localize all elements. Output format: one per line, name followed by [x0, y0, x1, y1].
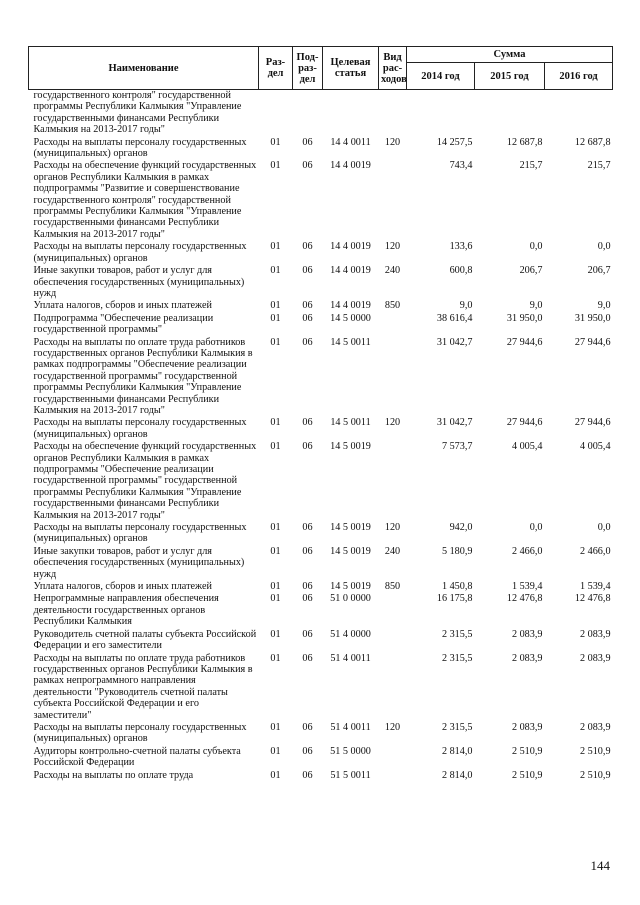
row-name: Расходы на выплаты персоналу государственных (муниципальных) органов: [33, 721, 247, 745]
row-sum-2014: 1 450,8: [441, 581, 473, 593]
table-row: [29, 90, 613, 137]
row-vid-rashodov: 120: [384, 417, 401, 429]
page-number: 144: [590, 858, 610, 873]
row-sum-2015: 1 539,4: [511, 581, 543, 593]
row-sum-2015: 9,0: [529, 300, 543, 312]
row-vid-rashodov: 120: [384, 522, 401, 534]
row-sum-2014: 31 042,7: [436, 336, 473, 348]
row-sum-2016: 0,0: [597, 522, 611, 534]
row-sum-2016: 2 510,9: [579, 769, 611, 781]
row-celevaya-statya: 14 4 0019: [330, 160, 371, 172]
table-row: [29, 546, 613, 581]
row-vid-rashodov: [379, 160, 407, 241]
row-razdel: 01: [270, 300, 281, 312]
row-podrazdel: 06: [302, 265, 313, 277]
header-year-2016: 2016 год: [545, 63, 613, 90]
row-razdel: 01: [270, 545, 281, 557]
row-celevaya-statya: 14 4 0019: [330, 265, 371, 277]
header-celevaya-statya: Целевая статья: [323, 47, 379, 90]
row-sum-2015: [475, 90, 545, 137]
row-sum-2015: 0,0: [529, 522, 543, 534]
row-sum-2015: 4 005,4: [511, 441, 543, 453]
row-celevaya-statya: [323, 90, 379, 137]
row-name: Расходы на выплаты по оплате труда: [33, 769, 194, 781]
row-vid-rashodov: [379, 337, 407, 418]
row-podrazdel: 06: [302, 300, 313, 312]
row-celevaya-statya: 14 5 0011: [330, 417, 371, 429]
row-sum-2016: 2 083,9: [579, 721, 611, 733]
row-name: Расходы на выплаты по оплате труда работников государственных органов Республики Калмыкия в рамках непрограммного направления деятельности "Руководитель счетной палаты субъекта Российской Федерации и его заместители": [33, 652, 253, 721]
row-vid-rashodov: [379, 746, 407, 770]
row-celevaya-statya: 51 0 0000: [330, 593, 371, 605]
row-podrazdel: 06: [302, 652, 313, 664]
row-sum-2015: 2 083,9: [511, 652, 543, 664]
row-sum-2014: [407, 90, 475, 137]
row-name: Аудиторы контрольно-счетной палаты субъекта Российской Федерации: [33, 745, 241, 769]
row-podrazdel: 06: [302, 628, 313, 640]
row-podrazdel: 06: [302, 745, 313, 757]
row-razdel: 01: [270, 581, 281, 593]
row-sum-2016: 206,7: [587, 265, 611, 277]
row-sum-2015: 2 083,9: [511, 628, 543, 640]
row-sum-2014: 38 616,4: [436, 312, 473, 324]
row-podrazdel: 06: [302, 136, 313, 148]
table-row: [29, 160, 613, 241]
table-row: [29, 653, 613, 722]
row-celevaya-statya: 51 5 0011: [330, 769, 371, 781]
budget-table: [28, 46, 613, 782]
row-name: государственного контроля" государственной программы Республики Калмыкия "Управление государственными финансами Республики Калмыкия на 2013-2017 годы": [33, 90, 242, 136]
row-sum-2015: 2 083,9: [511, 721, 543, 733]
row-sum-2015: 12 476,8: [506, 593, 543, 605]
row-vid-rashodov: 120: [384, 721, 401, 733]
header-razdel: Раз- дел: [259, 47, 293, 90]
header-podrazdel: Под- раз- дел: [293, 47, 323, 90]
header-summa: Сумма: [407, 47, 613, 63]
row-podrazdel: 06: [302, 417, 313, 429]
row-podrazdel: 06: [302, 312, 313, 324]
row-razdel: 01: [270, 652, 281, 664]
header-name: Наименование: [29, 47, 259, 90]
row-razdel: 01: [270, 160, 281, 172]
row-name: Расходы на выплаты персоналу государственных (муниципальных) органов: [33, 522, 247, 545]
row-name: Непрограммные направления обеспечения деятельности государственных органов Республики Калмыкия: [33, 593, 219, 628]
row-sum-2015: 12 687,8: [506, 136, 543, 148]
row-razdel: 01: [270, 241, 281, 253]
row-sum-2014: 600,8: [449, 265, 473, 277]
table-row: [29, 770, 613, 782]
row-razdel: 01: [270, 745, 281, 757]
row-sum-2016: 0,0: [597, 241, 611, 253]
row-sum-2015: 27 944,6: [506, 417, 543, 429]
row-sum-2016: 4 005,4: [579, 441, 611, 453]
row-sum-2016: 2 510,9: [579, 745, 611, 757]
row-sum-2016: 12 476,8: [574, 593, 611, 605]
table-row: [29, 313, 613, 337]
row-name: Расходы на выплаты персоналу государственных (муниципальных) органов: [33, 241, 247, 264]
row-vid-rashodov: [379, 90, 407, 137]
row-vid-rashodov: 850: [384, 581, 401, 593]
row-sum-2014: 2 315,5: [441, 628, 473, 640]
row-celevaya-statya: 51 4 0000: [330, 628, 371, 640]
row-sum-2016: 2 466,0: [579, 545, 611, 557]
row-celevaya-statya: 14 4 0011: [330, 136, 371, 148]
row-celevaya-statya: 14 5 0000: [330, 312, 371, 324]
row-vid-rashodov: [379, 313, 407, 337]
row-sum-2015: 27 944,6: [506, 336, 543, 348]
row-razdel: 01: [270, 721, 281, 733]
row-sum-2016: [545, 90, 613, 137]
row-celevaya-statya: 14 5 0019: [330, 581, 371, 593]
row-sum-2016: 12 687,8: [574, 136, 611, 148]
table-row: [29, 722, 613, 746]
row-sum-2014: 16 175,8: [436, 593, 473, 605]
row-celevaya-statya: 14 5 0019: [330, 545, 371, 557]
header-year-2015: 2015 год: [475, 63, 545, 90]
row-sum-2016: 1 539,4: [579, 581, 611, 593]
row-razdel: 01: [270, 441, 281, 453]
row-sum-2014: 31 042,7: [436, 417, 473, 429]
table-row: [29, 241, 613, 265]
row-vid-rashodov: [379, 441, 407, 522]
row-razdel: 01: [270, 593, 281, 605]
row-name: Уплата налогов, сборов и иных платежей: [33, 581, 212, 593]
row-vid-rashodov: 850: [384, 300, 401, 312]
row-podrazdel: 06: [302, 241, 313, 253]
table-row: [29, 522, 613, 546]
row-sum-2016: 27 944,6: [574, 336, 611, 348]
table-row: [29, 581, 613, 593]
row-podrazdel: 06: [302, 581, 313, 593]
row-sum-2014: 2 814,0: [441, 745, 473, 757]
row-name: Руководитель счетной палаты субъекта Российской Федерации и его заместители: [33, 628, 257, 652]
row-razdel: 01: [270, 265, 281, 277]
row-sum-2016: 31 950,0: [574, 312, 611, 324]
row-vid-rashodov: [379, 629, 407, 653]
row-celevaya-statya: 14 4 0019: [330, 241, 371, 253]
row-razdel: 01: [270, 417, 281, 429]
row-podrazdel: 06: [302, 441, 313, 453]
table-row: [29, 441, 613, 522]
row-vid-rashodov: [379, 653, 407, 722]
row-podrazdel: [293, 90, 323, 137]
row-vid-rashodov: 120: [384, 136, 401, 148]
table-header: [29, 47, 613, 90]
row-podrazdel: 06: [302, 160, 313, 172]
row-sum-2016: 2 083,9: [579, 628, 611, 640]
row-sum-2016: 2 083,9: [579, 652, 611, 664]
row-podrazdel: 06: [302, 522, 313, 534]
row-celevaya-statya: 51 4 0011: [330, 721, 371, 733]
row-vid-rashodov: [379, 593, 407, 628]
row-sum-2014: 2 315,5: [441, 721, 473, 733]
row-podrazdel: 06: [302, 545, 313, 557]
row-sum-2015: 0,0: [529, 241, 543, 253]
table-row: [29, 300, 613, 312]
row-celevaya-statya: 51 5 0000: [330, 745, 371, 757]
row-vid-rashodov: 240: [384, 545, 401, 557]
header-vid-rashodov: Вид рас- ходов: [379, 47, 407, 90]
row-sum-2014: 14 257,5: [436, 136, 473, 148]
row-razdel: 01: [270, 136, 281, 148]
row-podrazdel: 06: [302, 769, 313, 781]
row-celevaya-statya: 14 5 0011: [330, 336, 371, 348]
row-sum-2015: 206,7: [519, 265, 543, 277]
table-row: [29, 593, 613, 628]
row-name: Иные закупки товаров, работ и услуг для обеспечения государственных (муниципальных) нужд: [33, 545, 245, 580]
row-celevaya-statya: 14 4 0019: [330, 300, 371, 312]
row-sum-2014: 2 315,5: [441, 652, 473, 664]
row-name: Расходы на выплаты персоналу государственных (муниципальных) органов: [33, 417, 247, 440]
row-vid-rashodov: 240: [384, 265, 401, 277]
table-row: [29, 265, 613, 300]
row-razdel: 01: [270, 628, 281, 640]
row-razdel: [259, 90, 293, 137]
row-razdel: 01: [270, 522, 281, 534]
row-razdel: 01: [270, 336, 281, 348]
row-sum-2014: 9,0: [459, 300, 473, 312]
row-vid-rashodov: 120: [384, 241, 401, 253]
row-celevaya-statya: 51 4 0011: [330, 652, 371, 664]
row-sum-2016: 215,7: [587, 160, 611, 172]
table-row: [29, 629, 613, 653]
row-name: Иные закупки товаров, работ и услуг для обеспечения государственных (муниципальных) нужд: [33, 265, 245, 299]
table-row: [29, 137, 613, 161]
row-podrazdel: 06: [302, 336, 313, 348]
table-row: [29, 417, 613, 441]
row-sum-2015: 2 510,9: [511, 769, 543, 781]
row-name: Подпрограмма "Обеспечение реализации государственной программы": [33, 312, 214, 336]
row-razdel: 01: [270, 769, 281, 781]
row-name: Расходы на выплаты по оплате труда работников государственных органов Республики Калмыкия в рамках подпрограммы "Обеспечение реализации государственной программы" государственной программы Республики Калмыкия "Управление государственными финансами Республики Калмыкия на 2013-2017 годы": [33, 336, 253, 416]
header-year-2014: 2014 год: [407, 63, 475, 90]
row-name: Расходы на обеспечение функций государственных органов Республики Калмыкия в рамках подпрограммы "Обеспечение реализации государственной программы" государственной программы Республики Калмыкия "Управление государственными финансами Республики Калмыкия на 2013-2017 годы": [33, 441, 257, 521]
row-sum-2014: 2 814,0: [441, 769, 473, 781]
row-vid-rashodov: [379, 770, 407, 782]
row-razdel: 01: [270, 312, 281, 324]
row-sum-2014: 743,4: [449, 160, 473, 172]
row-sum-2015: 2 510,9: [511, 745, 543, 757]
row-name: Расходы на выплаты персоналу государственных (муниципальных) органов: [33, 136, 247, 160]
row-sum-2014: 5 180,9: [441, 545, 473, 557]
table-row: [29, 746, 613, 770]
row-podrazdel: 06: [302, 721, 313, 733]
row-sum-2014: 133,6: [449, 241, 473, 253]
row-sum-2014: 7 573,7: [441, 441, 473, 453]
row-podrazdel: 06: [302, 593, 313, 605]
row-celevaya-statya: 14 5 0019: [330, 441, 371, 453]
row-sum-2014: 942,0: [449, 522, 473, 534]
table-row: [29, 337, 613, 418]
row-sum-2016: 9,0: [597, 300, 611, 312]
row-celevaya-statya: 14 5 0019: [330, 522, 371, 534]
row-sum-2015: 2 466,0: [511, 545, 543, 557]
row-sum-2015: 215,7: [519, 160, 543, 172]
row-name: Уплата налогов, сборов и иных платежей: [33, 300, 212, 312]
row-sum-2015: 31 950,0: [506, 312, 543, 324]
table-body: [29, 90, 613, 782]
row-name: Расходы на обеспечение функций государственных органов Республики Калмыкия в рамках подпрограммы "Развитие и совершенствование государственного контроля" государственной программы Республики Калмыкия "Управление государственными финансами Республики Калмыкия на 2013-2017 годы": [33, 160, 257, 240]
row-sum-2016: 27 944,6: [574, 417, 611, 429]
